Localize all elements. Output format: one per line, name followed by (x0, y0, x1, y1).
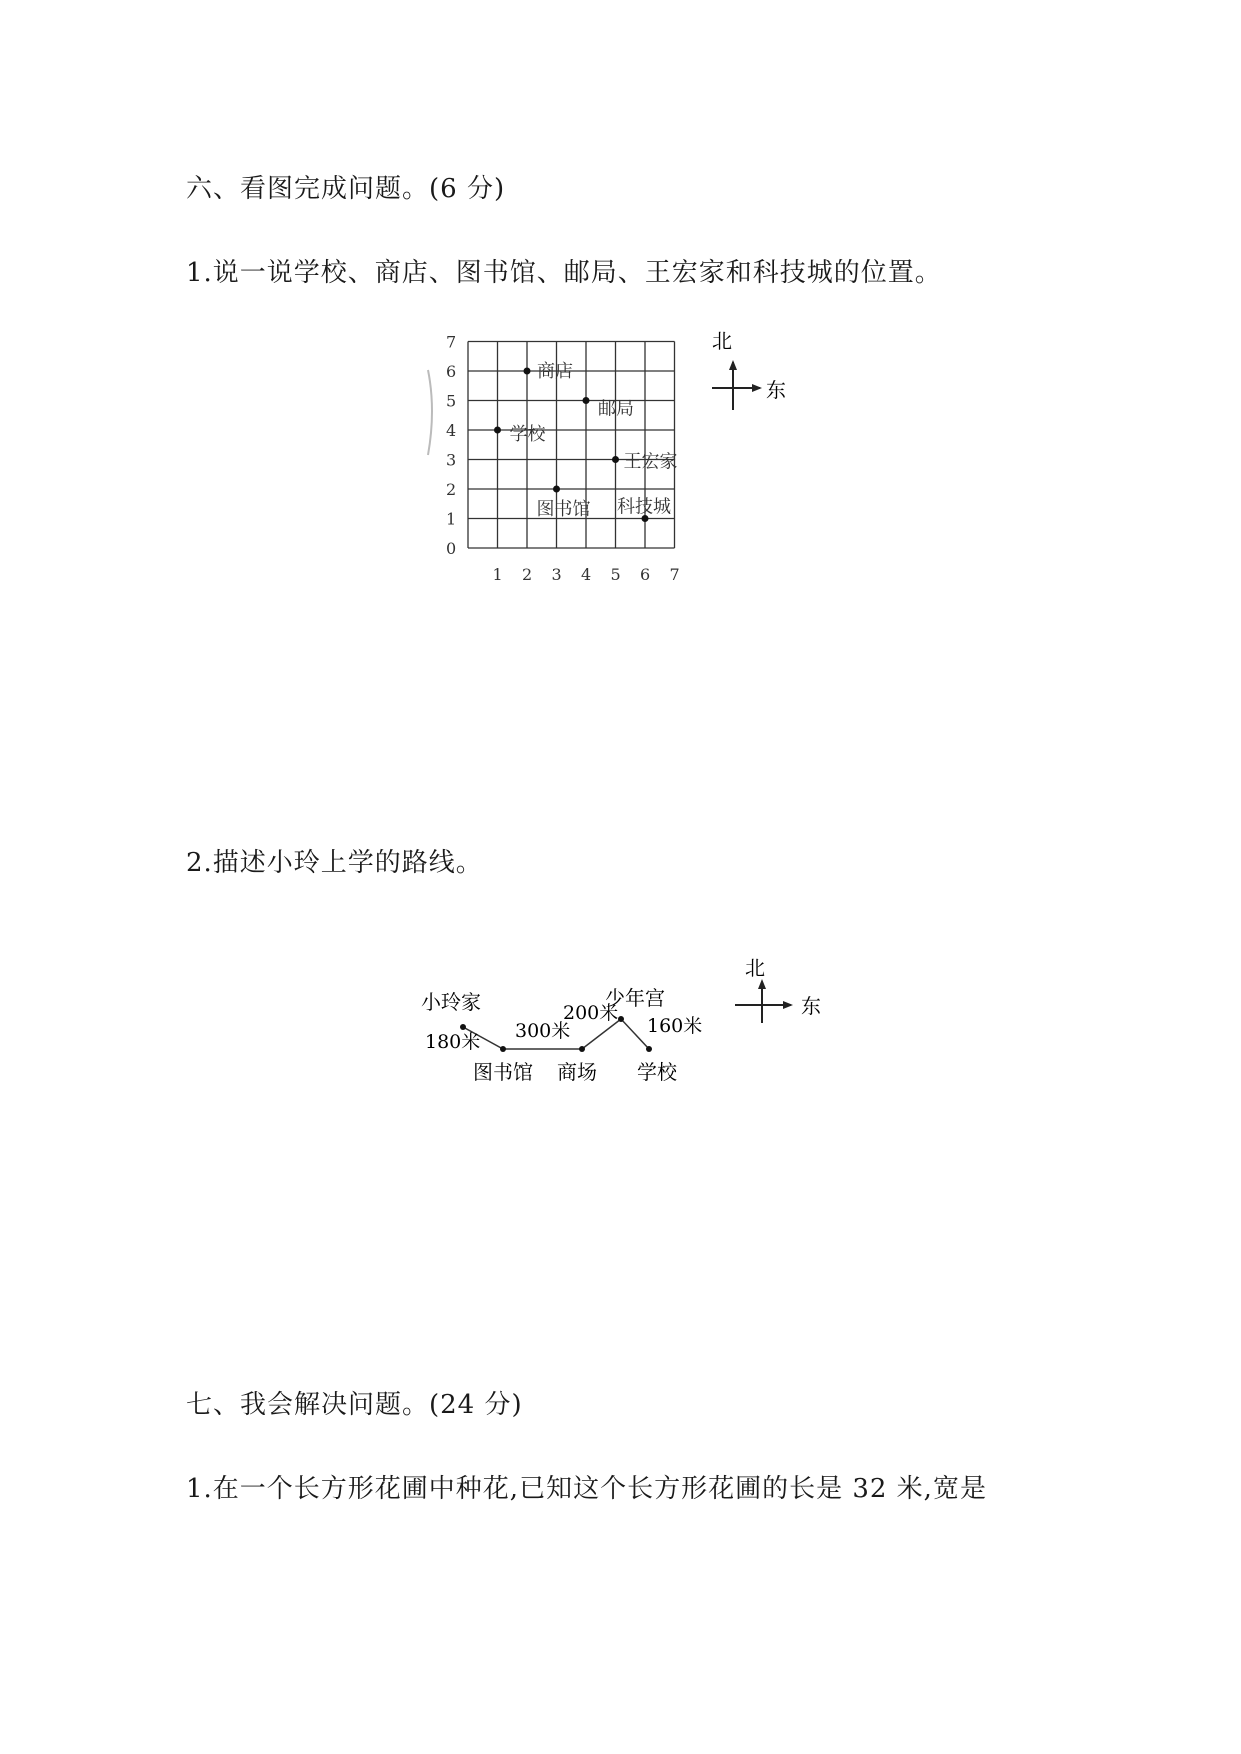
x-tick-label: 2 (522, 565, 533, 584)
location-label: 图书馆 (536, 499, 591, 520)
section6-heading: 六、看图完成问题。(6 分) (186, 174, 506, 204)
location-label: 商店 (537, 361, 573, 382)
y-tick-label: 5 (446, 391, 457, 411)
north-label: 北 (712, 329, 732, 353)
east-label: 东 (801, 994, 821, 1018)
y-tick-label: 4 (446, 421, 457, 440)
location-label: 王宏家 (623, 451, 678, 473)
distance-label: 300米 (515, 1020, 571, 1042)
location-dot (524, 368, 531, 375)
x-tick-label: 6 (640, 565, 651, 584)
y-tick-label: 3 (446, 450, 457, 470)
y-tick-label: 6 (446, 362, 457, 381)
location-label: 学校 (509, 424, 546, 445)
x-tick-label: 4 (581, 565, 592, 584)
stop-dot (618, 1016, 624, 1022)
y-tick-label: 2 (446, 480, 457, 499)
section7-question-1: 1.在一个长方形花圃中种花,已知这个长方形花圃的长是 32 米,宽是 (186, 1474, 987, 1504)
stop-label: 商场 (557, 1060, 597, 1084)
stop-label: 少年宫 (605, 986, 665, 1010)
north-arrow-icon (758, 979, 766, 989)
x-tick-label: 1 (492, 565, 503, 584)
distance-label: 180米 (425, 1031, 481, 1053)
east-label: 东 (766, 378, 786, 402)
stop-label: 小玲家 (421, 990, 481, 1014)
x-tick-label: 5 (610, 565, 621, 584)
location-dot (553, 486, 560, 493)
question-1: 1.说一说学校、商店、图书馆、邮局、王宏家和科技城的位置。 (186, 258, 942, 288)
east-arrow-icon (752, 384, 762, 392)
location-dot (612, 456, 619, 463)
stop-dot (500, 1046, 506, 1052)
stop-label: 学校 (637, 1060, 677, 1084)
x-tick-label: 7 (669, 565, 680, 584)
stop-dot (646, 1046, 652, 1052)
y-tick-label: 7 (446, 332, 457, 352)
stop-dot (579, 1046, 585, 1052)
section7-heading: 七、我会解决问题。(24 分) (186, 1390, 523, 1420)
y-tick-label: 1 (446, 509, 457, 529)
location-label: 科技城 (617, 496, 671, 518)
stop-dot (460, 1024, 466, 1030)
east-arrow-icon (783, 1001, 793, 1009)
location-dot (583, 397, 590, 404)
distance-label: 200米 (563, 1002, 619, 1024)
stop-label: 图书馆 (473, 1060, 533, 1084)
x-tick-label: 3 (551, 565, 562, 584)
y-tick-label: 0 (446, 539, 457, 558)
location-dot (494, 427, 501, 434)
route-compass (735, 956, 821, 1023)
north-label: 北 (745, 956, 765, 980)
distance-label: 160米 (647, 1015, 703, 1037)
north-arrow-icon (729, 360, 737, 370)
grid-compass (700, 326, 800, 436)
location-label: 邮局 (598, 398, 634, 420)
question-2: 2.描述小玲上学的路线。 (186, 848, 483, 878)
route-map (415, 945, 835, 1105)
